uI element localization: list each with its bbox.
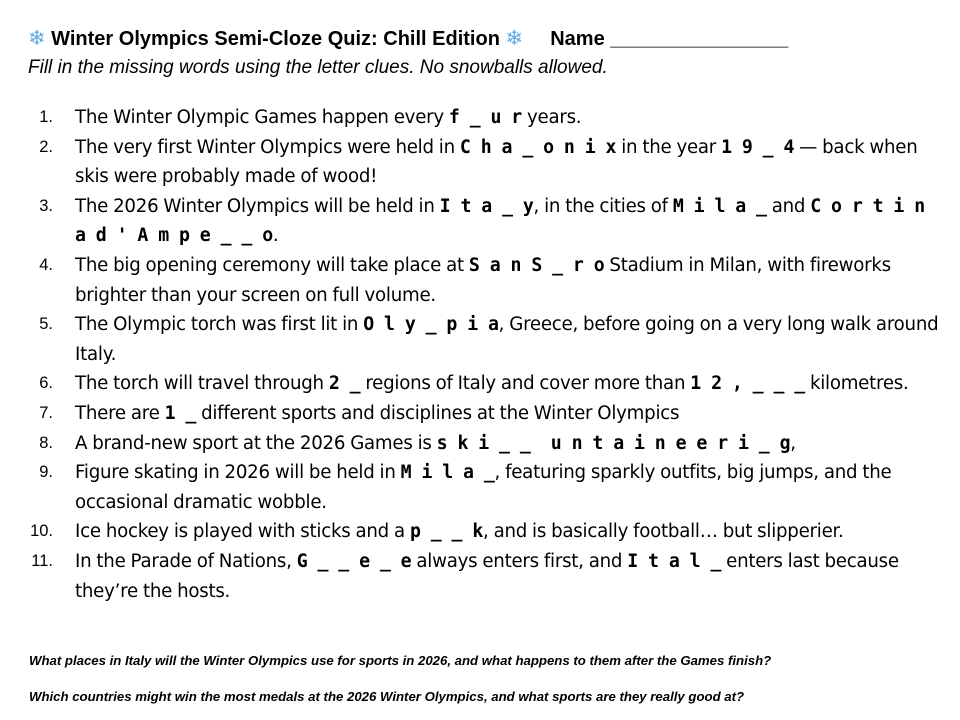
title-line [28, 24, 948, 54]
question-text [75, 429, 940, 459]
letter-clue: 1 2 , _ _ _ [690, 373, 805, 395]
question-number: 4. [39, 255, 53, 274]
question-text [75, 103, 940, 133]
question-fragment: The 2026 Winter Olympics will be held in [75, 195, 440, 217]
question-fragment: . [272, 225, 279, 247]
question-text [75, 399, 940, 429]
question-number: 11. [31, 551, 53, 570]
question-item [0, 429, 960, 459]
question-item [0, 369, 960, 399]
letter-clue: G _ _ e _ e [296, 550, 412, 572]
question-number: 3. [39, 196, 53, 215]
discussion-question-1: What places in Italy will the Winter Olympics use for sports in 2026, and what happens to them after the Games finish? [29, 653, 772, 668]
question-fragment: The big opening ceremony will take place at [75, 254, 469, 276]
question-fragment: years. [521, 107, 582, 128]
question-number: 1. [39, 108, 53, 126]
question-fragment: , in the cities of [533, 195, 673, 217]
question-fragment: enters last because they’re the hosts. [75, 550, 899, 602]
question-fragment: A brand-new sport at the 2026 Games is [75, 432, 437, 454]
question-text [75, 547, 940, 606]
name-blank: ________________ [610, 28, 789, 50]
question-list [0, 103, 960, 606]
question-text [75, 133, 940, 192]
question-item [0, 517, 960, 547]
quiz-title: Winter Olympics Semi-Cloze Quiz: Chill Edition [51, 28, 500, 50]
question-item [0, 310, 960, 369]
snowflake-icon: ❄ [28, 27, 46, 50]
letter-clue: s k i _ _ u n t a i n e e r i _ g [436, 432, 791, 454]
question-fragment: The Winter Olympic Games happen every [75, 107, 449, 128]
question-text [75, 458, 940, 517]
letter-clue: I t a l _ [627, 550, 722, 572]
question-fragment: Ice hockey is played with sticks and a [75, 521, 410, 543]
name-label: Name [550, 28, 605, 50]
question-fragment: , and is basically football… but slipperier. [483, 521, 844, 543]
quiz-header [28, 24, 948, 81]
question-fragment: , [790, 432, 796, 454]
discussion-question-2: Which countries might win the most medals at the 2026 Winter Olympics, and what sports are they really good at? [29, 689, 745, 704]
letter-clue: M i l a _ [400, 462, 495, 484]
letter-clue: 2 _ [328, 373, 361, 395]
question-fragment: The Olympic torch was first lit in [75, 314, 364, 336]
question-item [0, 399, 960, 429]
question-text [75, 369, 940, 399]
question-fragment: The very first Winter Olympics were held in [75, 136, 460, 158]
question-number: 9. [39, 463, 53, 482]
letter-clue: O l y _ p i a [363, 314, 499, 336]
question-text [75, 517, 940, 547]
question-item [0, 251, 960, 310]
snowflake-icon: ❄ [505, 27, 524, 50]
question-number: 8. [39, 433, 53, 452]
question-number: 6. [39, 374, 53, 393]
letter-clue: 1 _ [164, 402, 197, 424]
letter-clue: I t a _ y [439, 195, 534, 217]
question-fragment: , featuring sparkly outfits, big jumps, and the occasional dramatic wobble. [75, 462, 892, 513]
instructions: Fill in the missing words using the letter clues. No snowballs allowed. [28, 57, 608, 78]
question-fragment: Figure skating in 2026 will be held in [75, 462, 401, 484]
question-text [75, 310, 940, 369]
question-fragment: Stadium in Milan, with fireworks brighter than your screen on full volume. [75, 254, 891, 306]
question-item [0, 458, 960, 517]
question-fragment: kilometres. [804, 373, 909, 395]
question-text [75, 192, 940, 251]
question-number: 5. [39, 315, 53, 334]
question-fragment: There are [75, 402, 165, 424]
question-fragment: In the Parade of Nations, [75, 550, 297, 572]
question-fragment: — back when skis were probably made of wood! [75, 136, 918, 188]
question-fragment: different sports and disciplines at the Winter Olympics [196, 402, 680, 424]
letter-clue: f _ u r [448, 107, 522, 128]
letter-clue: 1 9 _ 4 [721, 136, 795, 158]
discussion-prompts [29, 652, 949, 706]
letter-clue: p _ _ k [409, 521, 483, 543]
question-item [0, 133, 960, 192]
letter-clue: M i l a _ [672, 195, 767, 217]
question-fragment: and [766, 195, 811, 217]
question-fragment: regions of Italy and cover more than [360, 373, 691, 395]
question-number: 10. [30, 522, 53, 541]
question-item [0, 103, 960, 133]
question-fragment: always enters first, and [411, 550, 628, 572]
letter-clue: C h a _ o n i x [459, 136, 617, 158]
question-text [75, 251, 940, 310]
letter-clue: S a n S _ r o [468, 254, 605, 276]
question-fragment: , Greece, before going on a very long walk around Italy. [75, 314, 939, 365]
question-item [0, 192, 960, 251]
question-fragment: The torch will travel through [75, 373, 329, 395]
letter-clue: C o r t i n a d ' A m p e _ _ o [75, 195, 936, 247]
question-fragment: in the year [616, 136, 722, 158]
question-number: 2. [39, 137, 53, 156]
question-item [0, 547, 960, 606]
question-number: 7. [39, 403, 53, 422]
